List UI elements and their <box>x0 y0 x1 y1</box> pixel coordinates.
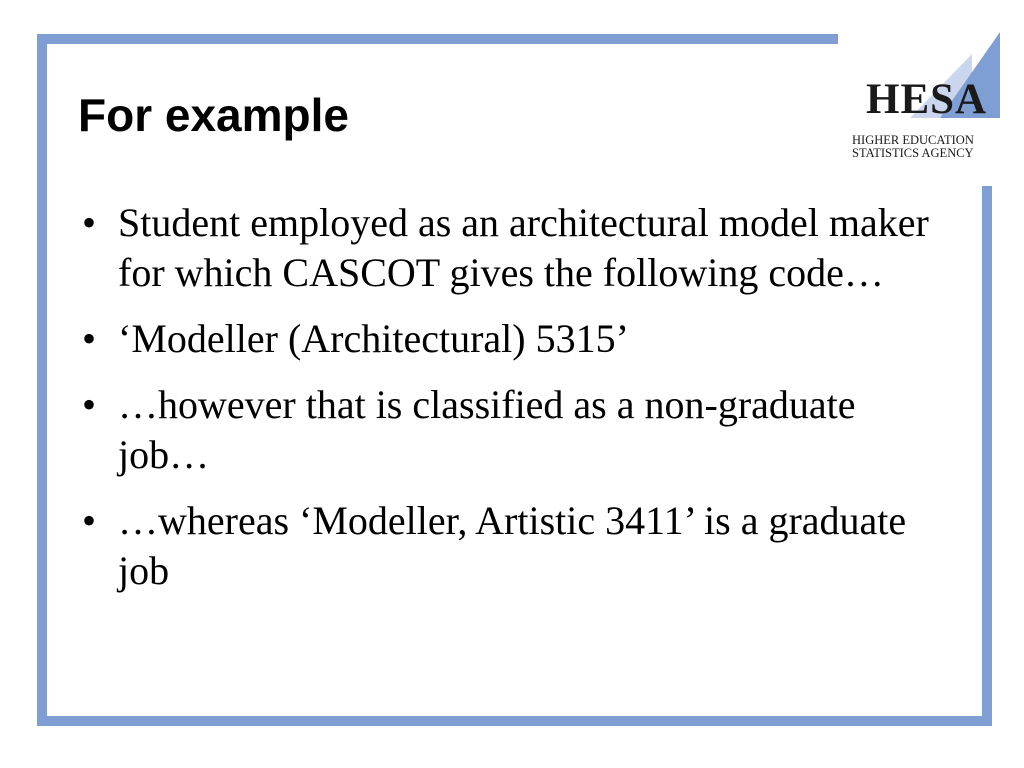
frame-left-bar <box>37 34 47 724</box>
bullet-icon: • <box>82 200 97 245</box>
hesa-logo <box>848 32 1000 162</box>
bullet-list <box>82 198 942 612</box>
frame-top-bar <box>37 34 838 44</box>
logo-subtitle <box>852 134 974 160</box>
bullet-text: …whereas ‘Modeller, Artistic 3411’ is a graduate job <box>118 498 907 593</box>
logo-subtitle-line2: STATISTICS AGENCY <box>852 146 974 160</box>
frame-right-bar <box>982 186 992 726</box>
bullet-text: ‘Modeller (Architectural) 5315’ <box>118 316 629 361</box>
bullet-item <box>82 380 942 480</box>
bullet-icon: • <box>82 498 97 543</box>
frame-bottom-bar <box>37 716 992 726</box>
bullet-icon: • <box>82 316 97 361</box>
logo-subtitle-line1: HIGHER EDUCATION <box>852 133 974 147</box>
bullet-text: …however that is classified as a non-graduate job… <box>118 382 856 477</box>
bullet-item <box>82 314 942 364</box>
bullet-item <box>82 496 942 596</box>
bullet-icon: • <box>82 382 97 427</box>
logo-name: HESA <box>866 76 988 123</box>
bullet-text: Student employed as an architectural model maker for which CASCOT gives the following code… <box>118 200 929 295</box>
slide-title: For example <box>78 89 349 141</box>
bullet-item <box>82 198 942 298</box>
